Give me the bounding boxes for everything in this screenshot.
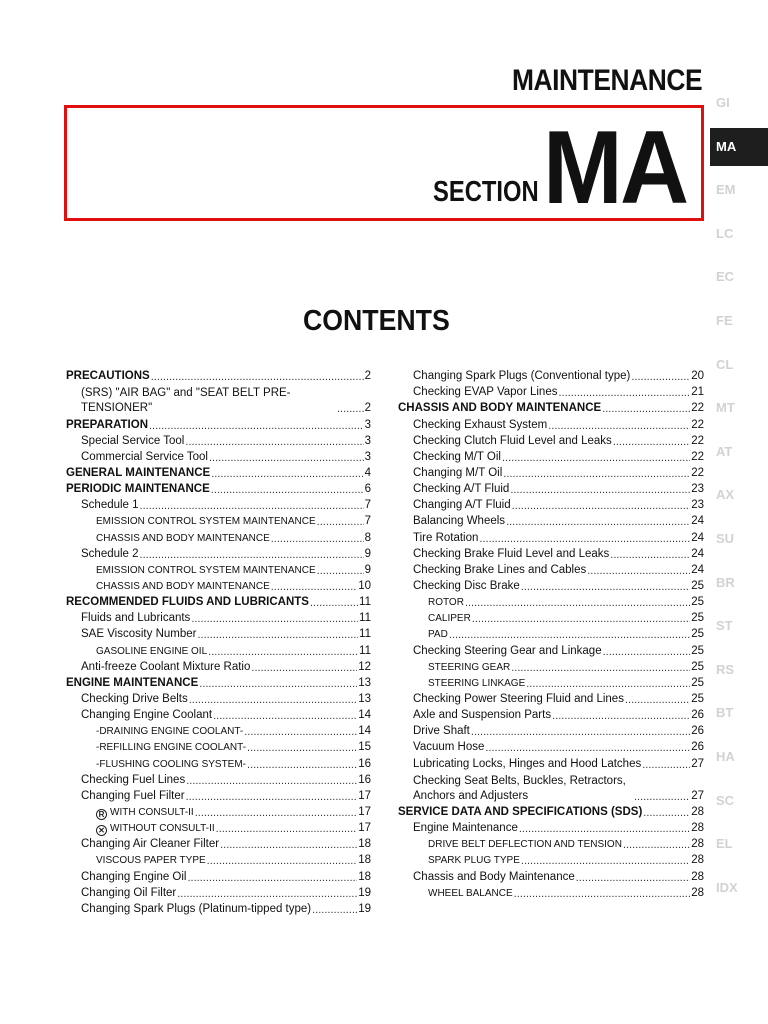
toc-page-number: 17: [358, 822, 371, 835]
toc-leader-dots: [211, 484, 364, 497]
toc-page-number: 25: [691, 644, 704, 657]
toc-page-number: 22: [691, 418, 704, 431]
toc-page-number: 18: [358, 870, 371, 883]
toc-entry[interactable]: [66, 755, 371, 771]
toc-page-number: 27: [691, 757, 704, 770]
toc-page-number: 25: [691, 596, 704, 609]
toc-entry-title[interactable]: Checking Drive Belts: [81, 692, 188, 705]
toc-leader-dots: [177, 888, 357, 901]
toc-entry[interactable]: [398, 852, 704, 868]
toc-page-number: 22: [691, 450, 704, 463]
toc-right-column: [398, 368, 704, 901]
toc-entry-title[interactable]: CHASSIS AND BODY MAINTENANCE: [96, 580, 270, 592]
toc-entry[interactable]: [398, 772, 704, 804]
toc-entry-title[interactable]: SERVICE DATA AND SPECIFICATIONS (SDS): [398, 805, 643, 818]
toc-entry[interactable]: [66, 820, 371, 836]
toc-entry-title[interactable]: Vacuum Hose: [413, 741, 485, 754]
toc-page-number: 18: [358, 838, 371, 851]
toc-entry-title[interactable]: SPARK PLUG TYPE: [428, 855, 520, 867]
toc-page-number: 20: [691, 370, 704, 383]
toc-page-number: 11: [359, 628, 371, 641]
toc-entry[interactable]: [398, 739, 704, 755]
toc-page-number: 24: [691, 547, 704, 560]
toc-entry[interactable]: [398, 529, 704, 545]
sidebar-tab-ec[interactable]: EC: [716, 269, 735, 285]
sidebar-tab-bt[interactable]: BT: [716, 705, 734, 721]
toc-entry[interactable]: [398, 497, 704, 513]
toc-page-number: 25: [691, 628, 704, 641]
toc-entry[interactable]: [398, 594, 704, 610]
toc-entry-title[interactable]: Checking A/T Fluid: [413, 483, 510, 496]
toc-entry-title[interactable]: ENGINE MAINTENANCE: [66, 676, 199, 689]
toc-entry[interactable]: [66, 481, 371, 497]
toc-leader-dots: [337, 403, 364, 416]
toc-entry-title[interactable]: GASOLINE ENGINE OIL: [96, 645, 208, 657]
toc-page-number: 28: [691, 822, 704, 835]
toc-leader-dots: [197, 629, 358, 642]
toc-leader-dots: [211, 468, 363, 481]
toc-entry-title[interactable]: Changing Fuel Filter: [81, 789, 185, 802]
sidebar-tab-cl[interactable]: CL: [716, 356, 734, 372]
toc-leader-dots: [587, 565, 690, 578]
toc-page-number: 12: [358, 660, 371, 673]
toc-entry-title[interactable]: Checking Fuel Lines: [81, 773, 186, 786]
toc-entry-title[interactable]: Checking M/T Oil: [413, 450, 501, 463]
toc-entry-title[interactable]: VISCOUS PAPER TYPE: [96, 855, 206, 867]
toc-entry[interactable]: [66, 788, 371, 804]
toc-leader-dots: [199, 678, 357, 691]
toc-entry[interactable]: [66, 610, 371, 626]
toc-page-number: 11: [359, 644, 371, 657]
toc-leader-dots: [310, 597, 358, 610]
toc-leader-dots: [485, 742, 690, 755]
toc-page-number: 28: [691, 870, 704, 883]
toc-entry[interactable]: [66, 642, 371, 658]
toc-page-number: 22: [691, 434, 704, 447]
toc-entry-title[interactable]: STEERING LINKAGE: [428, 677, 526, 689]
toc-leader-dots: [449, 629, 690, 642]
toc-page-number: 16: [358, 757, 371, 770]
toc-leader-dots: [208, 646, 358, 659]
toc-leader-dots: [576, 872, 690, 885]
toc-entry[interactable]: [398, 723, 704, 739]
toc-page-number: 23: [691, 483, 704, 496]
toc-entry[interactable]: [66, 465, 371, 481]
toc-entry[interactable]: [66, 659, 371, 675]
toc-entry[interactable]: [398, 400, 704, 416]
toc-leader-dots: [185, 436, 363, 449]
toc-page-number: 24: [691, 563, 704, 576]
toc-leader-dots: [503, 468, 690, 481]
toc-leader-dots: [558, 387, 690, 400]
toc-leader-dots: [189, 694, 357, 707]
toc-page-number: 24: [691, 531, 704, 544]
toc-leader-dots: [502, 452, 690, 465]
toc-entry-title[interactable]: Checking Brake Lines and Cables: [413, 563, 587, 576]
toc-leader-dots: [479, 533, 690, 546]
toc-entry-title[interactable]: Changing Air Cleaner Filter: [81, 838, 220, 851]
toc-entry-title[interactable]: EMISSION CONTROL SYSTEM MAINTENANCE: [96, 564, 316, 576]
toc-leader-dots: [271, 581, 357, 594]
toc-entry-title[interactable]: PERIODIC MAINTENANCE: [66, 483, 210, 496]
contents-title: CONTENTS: [303, 305, 450, 337]
toc-page-number: 26: [691, 709, 704, 722]
toc-leader-dots: [625, 694, 690, 707]
toc-leader-dots: [195, 807, 358, 820]
toc-page-number: 13: [358, 676, 371, 689]
toc-entry-title[interactable]: WITHOUT CONSULT-II: [110, 823, 215, 835]
toc-page-number: 17: [358, 789, 371, 802]
toc-entry-title[interactable]: Lubricating Locks, Hinges and Hood Latches: [413, 757, 642, 770]
toc-entry[interactable]: [66, 691, 371, 707]
toc-entry[interactable]: [398, 642, 704, 658]
toc-leader-dots: [207, 855, 358, 868]
toc-entry[interactable]: [398, 384, 704, 400]
toc-leader-dots: [643, 807, 690, 820]
toc-page-number: 4: [364, 467, 371, 479]
toc-entry-title[interactable]: PAD: [428, 629, 448, 641]
toc-entry[interactable]: [398, 578, 704, 594]
toc-leader-dots: [552, 710, 690, 723]
toc-entry-title[interactable]: Checking Disc Brake: [413, 579, 520, 592]
toc-page-number: 25: [691, 660, 704, 673]
toc-page-number: 14: [358, 709, 371, 722]
toc-entry-title[interactable]: Changing Spark Plugs (Platinum-tipped type): [81, 902, 312, 915]
toc-page-number: 16: [358, 773, 371, 786]
toc-entry[interactable]: [66, 416, 371, 432]
toc-leader-dots: [209, 452, 364, 465]
toc-entry[interactable]: [66, 852, 371, 868]
toc-page-number: 9: [364, 547, 371, 560]
sidebar-tab-mt[interactable]: MT: [716, 400, 735, 416]
toc-leader-dots: [317, 516, 364, 529]
toc-entry[interactable]: [66, 546, 371, 562]
toc-entry-title[interactable]: -DRAINING ENGINE COOLANT-: [96, 726, 244, 738]
toc-page-number: 13: [358, 692, 371, 705]
toc-entry-title[interactable]: Drive Shaft: [413, 725, 470, 738]
toc-entry-title[interactable]: Engine Maintenance: [413, 822, 518, 835]
toc-entry[interactable]: [66, 723, 371, 739]
toc-entry-title[interactable]: EMISSION CONTROL SYSTEM MAINTENANCE: [96, 516, 316, 528]
sidebar-tab-at[interactable]: AT: [716, 443, 733, 459]
toc-leader-dots: [251, 662, 357, 675]
toc-leader-dots: [140, 500, 364, 513]
toc-leader-dots: [521, 855, 690, 868]
toc-entry-title[interactable]: Tire Rotation: [413, 531, 479, 544]
toc-entry-title[interactable]: Changing Engine Oil: [81, 870, 187, 883]
toc-leader-dots: [510, 484, 690, 497]
toc-entry[interactable]: [66, 449, 371, 465]
toc-entry-title[interactable]: Checking EVAP Vapor Lines: [413, 386, 558, 399]
toc-entry[interactable]: [398, 513, 704, 529]
toc-entry[interactable]: [398, 465, 704, 481]
sidebar-tab-su[interactable]: SU: [716, 531, 735, 546]
toc-entry[interactable]: [66, 368, 371, 384]
toc-leader-dots: [317, 565, 364, 578]
toc-entry-title[interactable]: Checking Power Steering Fluid and Lines: [413, 692, 624, 705]
toc-page-number: 11: [359, 596, 371, 609]
toc-entry[interactable]: [398, 820, 704, 836]
toc-entry-title[interactable]: RECOMMENDED FLUIDS AND LUBRICANTS: [66, 596, 309, 609]
toc-entry[interactable]: [66, 868, 371, 884]
toc-entry-title[interactable]: CHASSIS AND BODY MAINTENANCE: [96, 532, 270, 544]
toc-entry-title[interactable]: Commercial Service Tool: [81, 450, 208, 463]
toc-entry-title[interactable]: Axle and Suspension Parts: [413, 709, 552, 722]
toc-leader-dots: [471, 726, 690, 739]
toc-leader-dots: [465, 597, 690, 610]
toc-leader-dots: [271, 533, 364, 546]
toc-entry-title[interactable]: Checking Seat Belts, Buckles, Retractors, Anchors and Adjusters: [413, 774, 626, 802]
toc-page-number: 2: [364, 370, 371, 383]
sidebar-tab-em[interactable]: EM: [716, 182, 736, 198]
toc-page-number: 3: [364, 434, 371, 447]
toc-entry[interactable]: [398, 675, 704, 691]
toc-leader-dots: [512, 500, 691, 513]
toc-left-column: [66, 368, 371, 917]
toc-leader-dots: [634, 791, 690, 804]
toc-entry[interactable]: [398, 707, 704, 723]
toc-leader-dots: [610, 549, 690, 562]
toc-entry[interactable]: [398, 481, 704, 497]
toc-entry[interactable]: [66, 707, 371, 723]
toc-page-number: 8: [364, 531, 371, 544]
toc-leader-dots: [186, 775, 357, 788]
toc-leader-dots: [631, 371, 690, 384]
sidebar-tab-st[interactable]: ST: [716, 618, 733, 634]
sidebar-tab-ma[interactable]: MA: [710, 128, 768, 166]
sidebar-tab-gi[interactable]: GI: [716, 95, 730, 110]
toc-entry[interactable]: [398, 755, 704, 771]
sidebar-tab-fe[interactable]: FE: [716, 313, 733, 328]
toc-page-number: 22: [691, 402, 704, 415]
toc-leader-dots: [603, 646, 691, 659]
toc-entry-title[interactable]: STEERING GEAR: [428, 661, 511, 673]
toc-leader-dots: [186, 791, 358, 804]
toc-entry-title[interactable]: GENERAL MAINTENANCE: [66, 467, 211, 479]
toc-entry[interactable]: [66, 836, 371, 852]
toc-page-number: 28: [691, 886, 704, 899]
toc-leader-dots: [188, 872, 358, 885]
sidebar-tab-br[interactable]: BR: [716, 574, 735, 590]
toc-entry-title[interactable]: Changing A/T Fluid: [413, 499, 511, 512]
toc-page-number: 3: [364, 450, 371, 463]
toc-page-number: 28: [691, 838, 704, 851]
toc-page-number: 26: [691, 725, 704, 738]
toc-page-number: 24: [691, 515, 704, 528]
toc-page-number: 14: [358, 725, 371, 738]
toc-page-number: 25: [691, 676, 704, 689]
toc-page-number: 27: [691, 789, 704, 802]
toc-entry[interactable]: [398, 610, 704, 626]
toc-entry-title[interactable]: SAE Viscosity Number: [81, 628, 197, 641]
toc-page-number: 2: [364, 402, 371, 415]
toc-entry[interactable]: [66, 739, 371, 755]
toc-entry-title[interactable]: WHEEL BALANCE: [428, 887, 513, 899]
toc-page-number: 19: [358, 902, 371, 915]
toc-entry[interactable]: [66, 384, 371, 416]
toc-leader-dots: [312, 904, 357, 917]
toc-entry-title[interactable]: CHASSIS AND BODY MAINTENANCE: [398, 402, 602, 415]
toc-entry-title[interactable]: ROTOR: [428, 597, 464, 609]
toc-entry-title[interactable]: Checking Brake Fluid Level and Leaks: [413, 547, 610, 560]
toc-leader-dots: [519, 823, 690, 836]
toc-entry[interactable]: [398, 449, 704, 465]
toc-leader-dots: [247, 742, 357, 755]
toc-page-number: 11: [359, 612, 371, 625]
toc-entry[interactable]: [398, 416, 704, 432]
sidebar-tab-idx[interactable]: IDX: [716, 879, 738, 895]
toc-leader-dots: [526, 678, 690, 691]
toc-entry-title[interactable]: Changing Oil Filter: [81, 886, 177, 899]
toc-entry-title[interactable]: Checking Steering Gear and Linkage: [413, 644, 602, 657]
toc-entry-title[interactable]: PRECAUTIONS: [66, 370, 150, 383]
toc-page-number: 25: [691, 612, 704, 625]
toc-page-number: 9: [364, 563, 371, 576]
toc-page-number: 28: [691, 805, 704, 818]
toc-entry[interactable]: [66, 433, 371, 449]
toc-leader-dots: [514, 888, 691, 901]
toc-page-number: 25: [691, 579, 704, 592]
toc-entry[interactable]: [398, 885, 704, 901]
toc-entry-title[interactable]: -FLUSHING COOLING SYSTEM-: [96, 758, 247, 770]
toc-entry-title[interactable]: Checking Clutch Fluid Level and Leaks: [413, 434, 612, 447]
sidebar-tab-rs[interactable]: RS: [716, 661, 735, 677]
toc-entry[interactable]: [398, 546, 704, 562]
toc-leader-dots: [149, 420, 364, 433]
toc-entry-title[interactable]: -REFILLING ENGINE COOLANT-: [96, 742, 247, 754]
toc-page-number: 15: [358, 741, 371, 754]
section-code: MA: [543, 110, 687, 226]
toc-page-number: 17: [358, 805, 371, 818]
toc-page-number: 25: [691, 692, 704, 705]
toc-leader-dots: [151, 371, 364, 384]
toc-entry[interactable]: [66, 497, 371, 513]
toc-entry-title[interactable]: Changing Spark Plugs (Conventional type): [413, 370, 631, 383]
toc-entry[interactable]: [398, 626, 704, 642]
toc-leader-dots: [602, 403, 690, 416]
toc-entry[interactable]: [66, 513, 371, 529]
toc-page-number: 21: [691, 386, 704, 399]
toc-entry-title[interactable]: WITH CONSULT-II: [110, 806, 194, 818]
toc-entry[interactable]: [66, 675, 371, 691]
toc-entry[interactable]: [398, 691, 704, 707]
toc-leader-dots: [191, 613, 358, 626]
toc-leader-dots: [623, 839, 690, 852]
toc-entry[interactable]: [66, 529, 371, 545]
toc-page-number: 19: [358, 886, 371, 899]
toc-page-number: 28: [691, 854, 704, 867]
toc-entry[interactable]: [66, 772, 371, 788]
toc-page-number: 26: [691, 741, 704, 754]
sidebar-tab-ax[interactable]: AX: [716, 487, 735, 503]
toc-entry-title[interactable]: DRIVE BELT DEFLECTION AND TENSION: [428, 839, 622, 851]
toc-entry-title[interactable]: Anti-freeze Coolant Mixture Ratio: [81, 660, 251, 673]
toc-leader-dots: [213, 710, 357, 723]
consult-icon: R: [96, 809, 107, 820]
toc-leader-dots: [220, 839, 357, 852]
toc-leader-dots: [140, 549, 364, 562]
no-consult-icon: ✕: [96, 825, 107, 836]
toc-leader-dots: [521, 581, 690, 594]
toc-entry[interactable]: [398, 804, 704, 820]
toc-entry-title[interactable]: Balancing Wheels: [413, 515, 506, 528]
toc-leader-dots: [613, 436, 690, 449]
maintenance-title: MAINTENANCE: [511, 64, 702, 97]
toc-entry[interactable]: [66, 578, 371, 594]
toc-entry[interactable]: [398, 659, 704, 675]
toc-leader-dots: [511, 662, 690, 675]
sidebar-tab-el[interactable]: EL: [716, 836, 733, 852]
toc-leader-dots: [642, 759, 690, 772]
sidebar-tab-lc[interactable]: LC: [716, 225, 734, 241]
toc-page-number: 18: [358, 854, 371, 867]
toc-page-number: 22: [691, 466, 704, 479]
section-word: SECTION: [433, 176, 539, 208]
toc-leader-dots: [247, 759, 357, 772]
toc-entry-title[interactable]: Schedule 2: [81, 547, 139, 560]
toc-entry[interactable]: [398, 868, 704, 884]
toc-entry[interactable]: [398, 562, 704, 578]
toc-entry-title[interactable]: Fluids and Lubricants: [81, 612, 191, 625]
toc-entry[interactable]: [66, 901, 371, 917]
toc-entry-title[interactable]: Changing Engine Coolant: [81, 709, 213, 722]
toc-page-number: 7: [364, 515, 371, 528]
toc-entry[interactable]: [398, 836, 704, 852]
toc-entry[interactable]: [66, 594, 371, 610]
toc-entry[interactable]: [398, 433, 704, 449]
toc-leader-dots: [548, 420, 690, 433]
toc-entry-title[interactable]: Checking Exhaust System: [413, 418, 548, 431]
toc-entry[interactable]: [66, 885, 371, 901]
toc-entry[interactable]: [398, 368, 704, 384]
toc-entry[interactable]: [66, 626, 371, 642]
toc-entry-title[interactable]: (SRS) "AIR BAG" and "SEAT BELT PRE-TENSIONER": [81, 387, 291, 415]
section-banner: [64, 105, 704, 226]
toc-entry[interactable]: [66, 562, 371, 578]
toc-leader-dots: [216, 823, 358, 836]
toc-leader-dots: [244, 726, 357, 739]
toc-entry-title[interactable]: PREPARATION: [66, 418, 148, 431]
toc-entry-title[interactable]: Special Service Tool: [81, 434, 185, 447]
sidebar-tab-ha[interactable]: HA: [716, 749, 735, 764]
toc-page-number: 10: [358, 579, 371, 592]
sidebar-tab-sc[interactable]: SC: [716, 792, 735, 808]
toc-entry-title[interactable]: Changing M/T Oil: [413, 466, 503, 479]
toc-page-number: 7: [364, 499, 371, 512]
toc-entry-title[interactable]: CALIPER: [428, 613, 471, 625]
toc-page-number: 6: [364, 483, 371, 496]
toc-entry[interactable]: [66, 804, 371, 820]
toc-entry-title[interactable]: Chassis and Body Maintenance: [413, 870, 575, 883]
toc-leader-dots: [506, 516, 690, 529]
toc-leader-dots: [472, 613, 690, 626]
toc-entry-title[interactable]: Schedule 1: [81, 499, 139, 512]
toc-page-number: 23: [691, 499, 704, 512]
toc-page-number: 3: [364, 418, 371, 431]
